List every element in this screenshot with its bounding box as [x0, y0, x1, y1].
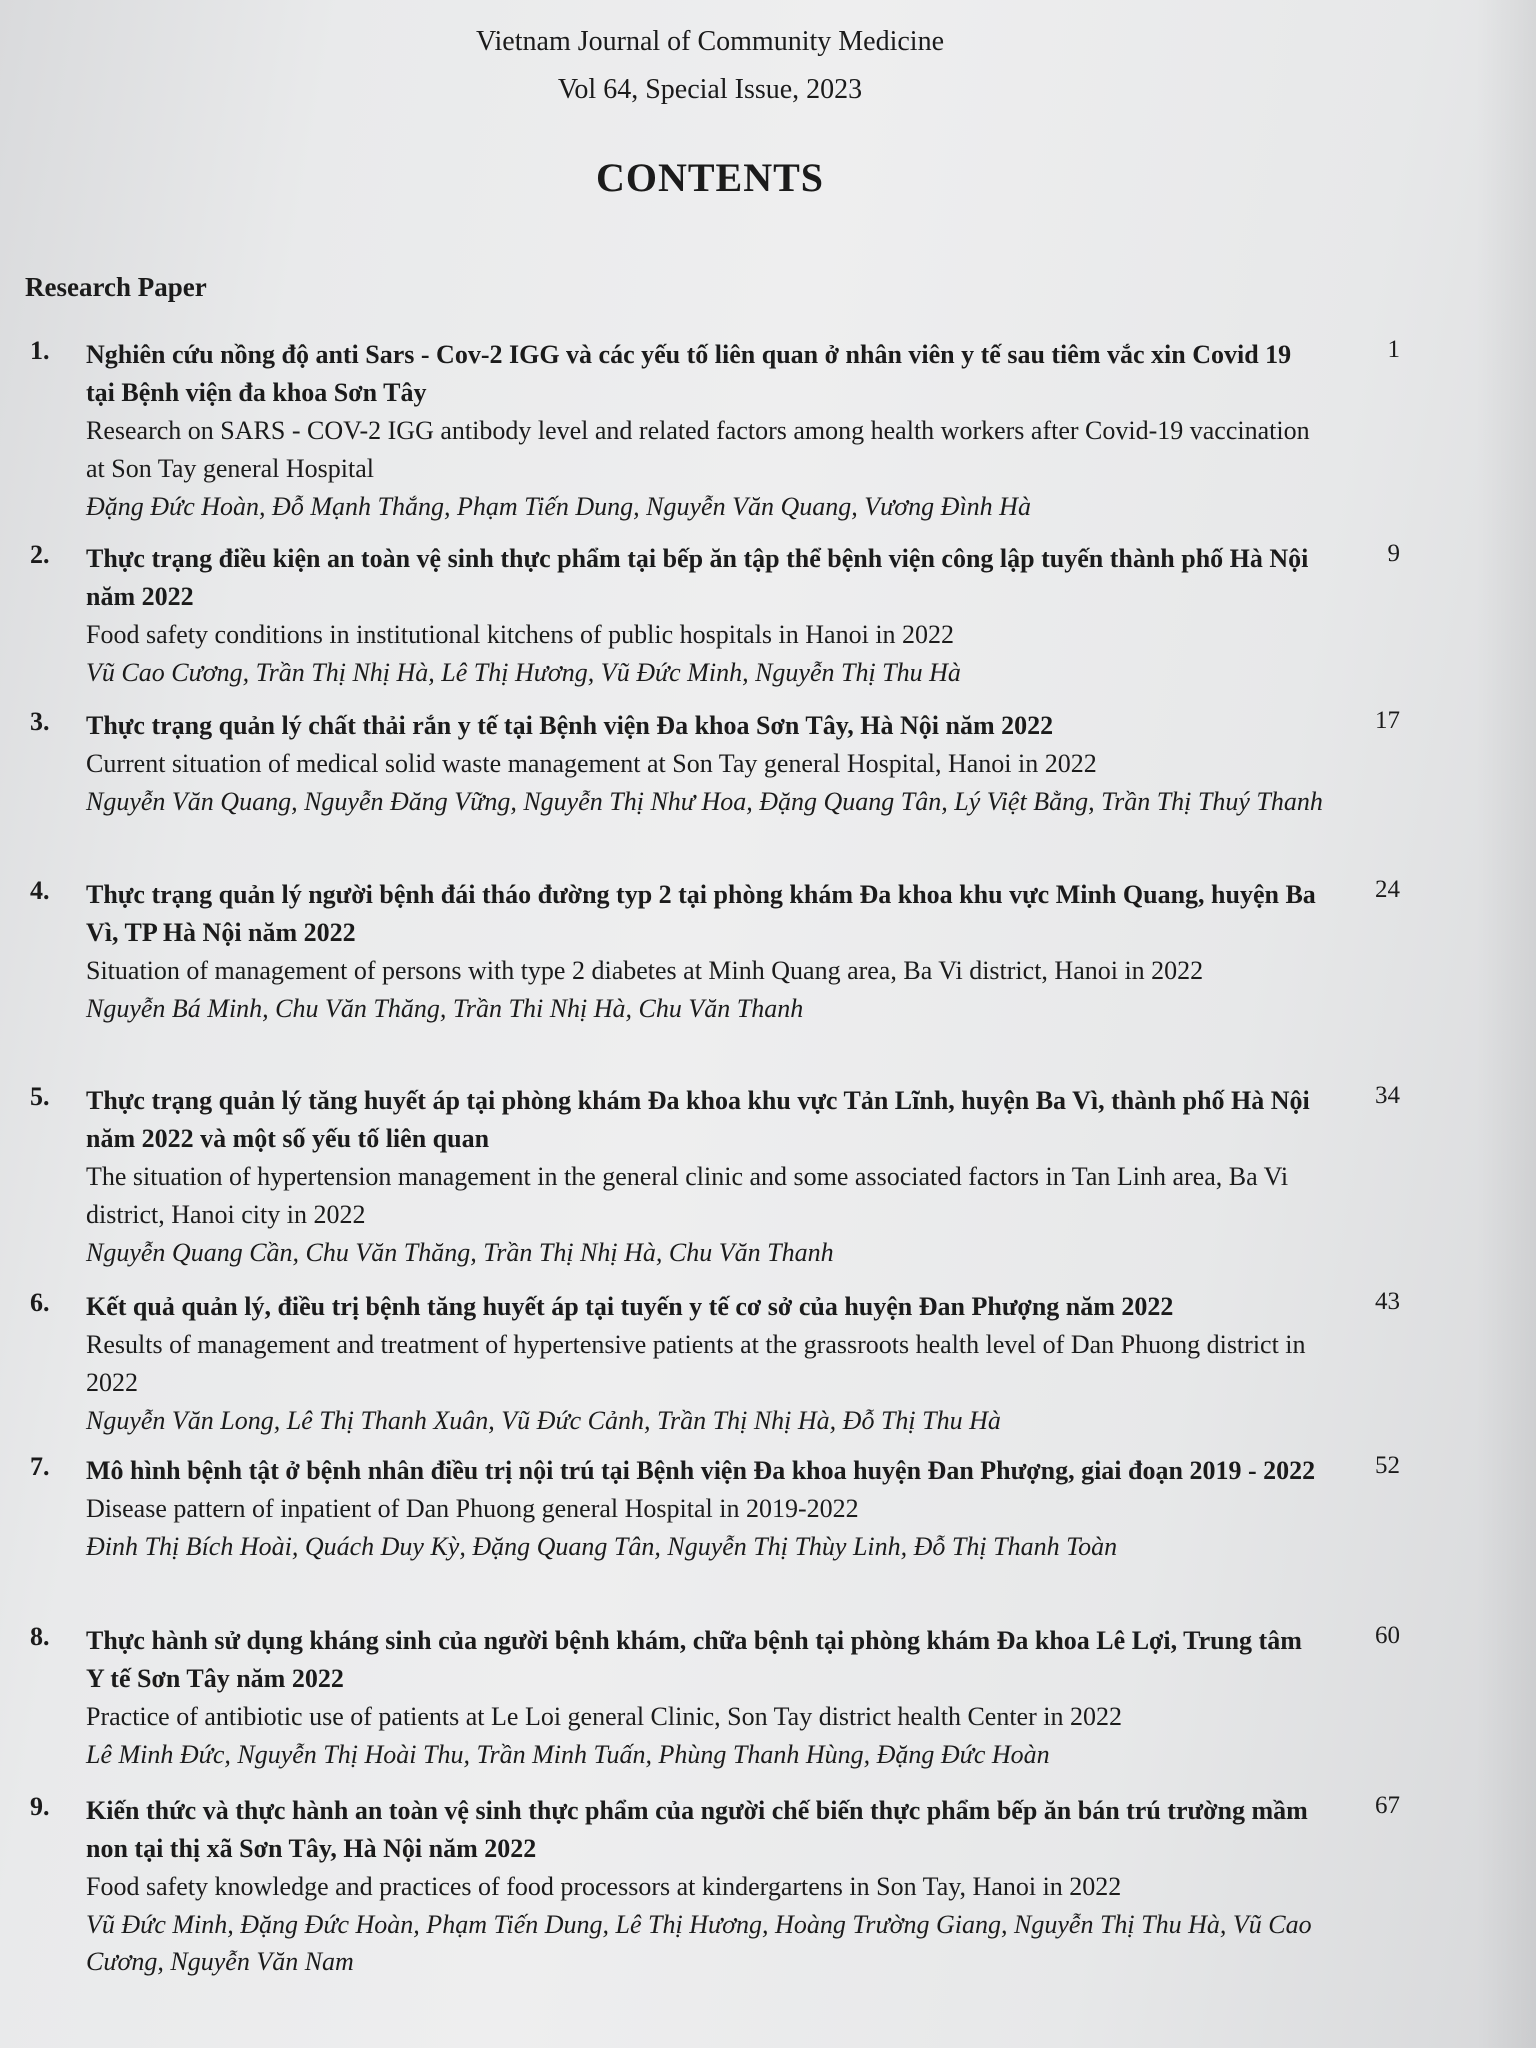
section-heading: Research Paper [25, 272, 207, 302]
toc-entry-3 [0, 707, 1420, 820]
entry-number: 1. [30, 336, 50, 365]
entry-english-title: Current situation of medical solid waste management at Son Tay general Hospital, Hanoi in 2022 [86, 749, 1097, 778]
entry-vietnamese-title: Mô hình bệnh tật ở bệnh nhân điều trị nội trú tại Bệnh viện Đa khoa huyện Đan Phượng, giai đoạn 2019 - 2022 [86, 1456, 1316, 1485]
entry-number: 2. [30, 540, 50, 569]
entry-english-title: Situation of management of persons with type 2 diabetes at Minh Quang area, Ba Vi district, Hanoi in 2022 [86, 956, 1204, 985]
entry-authors: Đặng Đức Hoàn, Đỗ Mạnh Thắng, Phạm Tiến Dung, Nguyễn Văn Quang, Vương Đình Hà [86, 492, 1031, 521]
entry-authors: Lê Minh Đức, Nguyễn Thị Hoài Thu, Trần Minh Tuấn, Phùng Thanh Hùng, Đặng Đức Hoàn [86, 1740, 1050, 1769]
entry-page: 34 [1375, 1082, 1400, 1109]
entry-authors: Vũ Đức Minh, Đặng Đức Hoàn, Phạm Tiến Dung, Lê Thị Hương, Hoàng Trường Giang, Nguyễn Thị Thu Hà, Vũ Cao Cương, Nguyễn Văn Nam [86, 1910, 1312, 1976]
entry-english-title: Research on SARS - COV-2 IGG antibody level and related factors among health workers after Covid-19 vaccination at Son Tay general Hospital [86, 416, 1310, 483]
entry-page: 9 [1387, 540, 1400, 567]
entry-vietnamese-title: Thực hành sử dụng kháng sinh của người bệnh khám, chữa bệnh tại phòng khám Đa khoa Lê Lợi, Trung tâm Y tế Sơn Tây năm 2022 [86, 1626, 1302, 1693]
entry-number: 6. [30, 1288, 50, 1317]
entry-number: 7. [30, 1452, 50, 1481]
entry-vietnamese-title: Thực trạng quản lý người bệnh đái tháo đường typ 2 tại phòng khám Đa khoa khu vực Minh Quang, huyện Ba Vì, TP Hà Nội năm 2022 [86, 880, 1316, 947]
page-title: CONTENTS [595, 155, 825, 200]
entry-english-title: Disease pattern of inpatient of Dan Phuong general Hospital in 2019-2022 [86, 1494, 859, 1523]
entry-page: 60 [1375, 1622, 1400, 1649]
volume-info: Vol 64, Special Issue, 2023 [557, 74, 863, 105]
entry-vietnamese-title: Thực trạng điều kiện an toàn vệ sinh thực phẩm tại bếp ăn tập thể bệnh viện công lập tuyến thành phố Hà Nội năm 2022 [86, 544, 1309, 611]
entry-page: 1 [1387, 336, 1400, 363]
entry-vietnamese-title: Thực trạng quản lý tăng huyết áp tại phòng khám Đa khoa khu vực Tản Lĩnh, huyện Ba Vì, thành phố Hà Nội năm 2022 và một số yếu tố liên quan [86, 1086, 1310, 1153]
entry-number: 5. [30, 1082, 50, 1111]
entry-number: 4. [30, 876, 50, 905]
entry-english-title: Food safety conditions in institutional kitchens of public hospitals in Hanoi in 2022 [86, 620, 955, 649]
entry-authors: Nguyễn Văn Quang, Nguyễn Đăng Vững, Nguyễn Thị Như Hoa, Đặng Quang Tân, Lý Việt Bằng, Trần Thị Thuý Thanh [86, 787, 1323, 816]
toc-entry-5 [0, 1082, 1420, 1271]
entry-authors: Nguyễn Bá Minh, Chu Văn Thăng, Trần Thi Nhị Hà, Chu Văn Thanh [86, 994, 804, 1023]
toc-entry-9 [0, 1792, 1420, 1980]
journal-name: Vietnam Journal of Community Medicine [475, 26, 944, 57]
entry-number: 9. [30, 1792, 50, 1821]
entry-authors: Nguyễn Văn Long, Lê Thị Thanh Xuân, Vũ Đức Cảnh, Trần Thị Nhị Hà, Đỗ Thị Thu Hà [86, 1406, 1001, 1435]
entry-english-title: Results of management and treatment of hypertensive patients at the grassroots health level of Dan Phuong district in 2022 [86, 1330, 1306, 1397]
entry-vietnamese-title: Kiến thức và thực hành an toàn vệ sinh thực phẩm của người chế biến thực phẩm bếp ăn bán trú trường mầm non tại thị xã Sơn Tây, Hà Nội năm 2022 [86, 1796, 1308, 1863]
entry-number: 3. [30, 707, 50, 736]
toc-entry-4 [0, 876, 1420, 1027]
entry-english-title: Food safety knowledge and practices of food processors at kindergartens in Son Tay, Hanoi in 2022 [86, 1872, 1122, 1901]
entry-vietnamese-title: Thực trạng quản lý chất thải rắn y tế tại Bệnh viện Đa khoa Sơn Tây, Hà Nội năm 2022 [86, 711, 1054, 740]
entry-number: 8. [30, 1622, 50, 1651]
entry-page: 17 [1375, 707, 1400, 734]
toc-entry-2 [0, 540, 1420, 691]
entry-page: 67 [1375, 1792, 1400, 1819]
entry-authors: Vũ Cao Cương, Trần Thị Nhị Hà, Lê Thị Hương, Vũ Đức Minh, Nguyễn Thị Thu Hà [86, 658, 961, 687]
entry-vietnamese-title: Nghiên cứu nồng độ anti Sars - Cov-2 IGG và các yếu tố liên quan ở nhân viên y tế sau tiêm vắc xin Covid 19 tại Bệnh viện đa khoa Sơn Tây [86, 340, 1292, 407]
entry-authors: Nguyễn Quang Cần, Chu Văn Thăng, Trần Thị Nhị Hà, Chu Văn Thanh [86, 1238, 834, 1267]
toc-entry-7 [0, 1452, 1420, 1565]
entry-english-title: Practice of antibiotic use of patients at Le Loi general Clinic, Son Tay district health Center in 2022 [86, 1702, 1122, 1731]
toc-entry-6 [0, 1288, 1420, 1439]
entry-page: 43 [1375, 1288, 1400, 1315]
entry-page: 52 [1375, 1452, 1400, 1479]
entry-vietnamese-title: Kết quả quản lý, điều trị bệnh tăng huyết áp tại tuyến y tế cơ sở của huyện Đan Phượng năm 2022 [86, 1292, 1174, 1321]
toc-entry-1 [0, 336, 1420, 525]
toc-entry-8 [0, 1622, 1420, 1773]
entry-authors: Đinh Thị Bích Hoài, Quách Duy Kỳ, Đặng Quang Tân, Nguyễn Thị Thùy Linh, Đỗ Thị Thanh Toàn [86, 1532, 1118, 1561]
entry-english-title: The situation of hypertension management in the general clinic and some associated factors in Tan Linh area, Ba Vi district, Hanoi city in 2022 [86, 1162, 1289, 1229]
entry-page: 24 [1375, 876, 1400, 903]
